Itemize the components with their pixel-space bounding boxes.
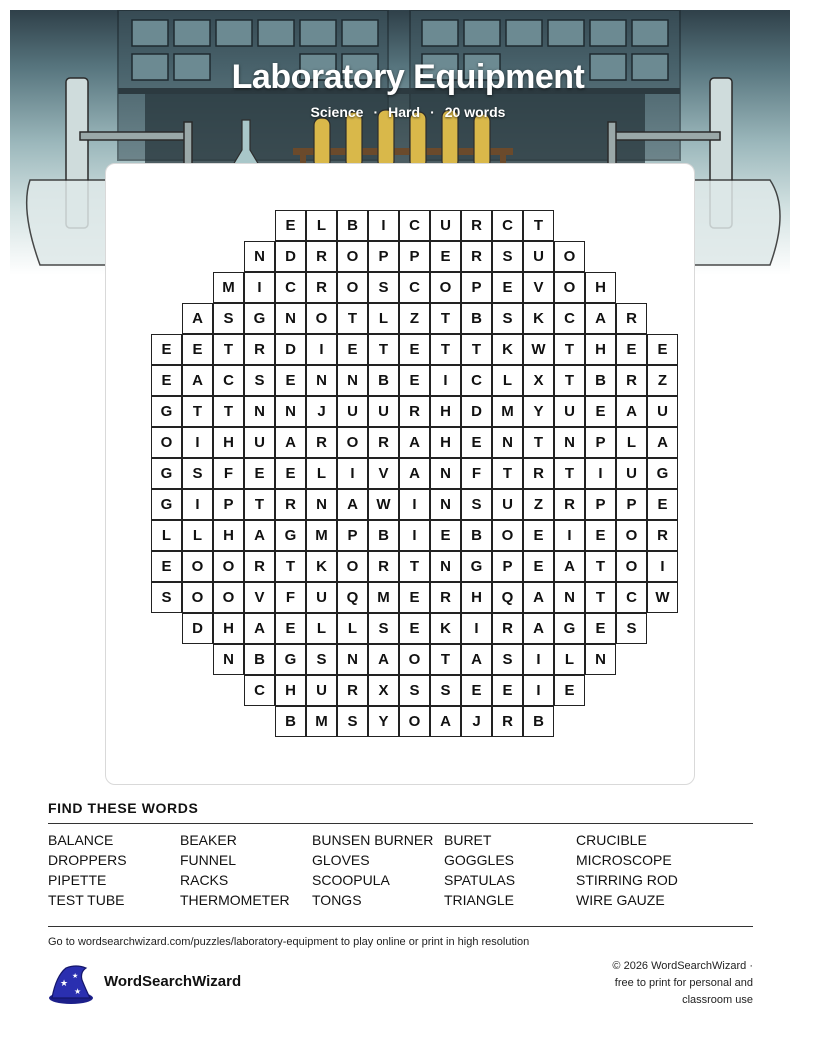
grid-cell: W xyxy=(523,334,554,365)
grid-cell: U xyxy=(306,582,337,613)
grid-cell: M xyxy=(306,706,337,737)
grid-cell: E xyxy=(430,520,461,551)
grid-cell: Y xyxy=(523,396,554,427)
grid-cell: T xyxy=(399,551,430,582)
word-list-item: WIRE GAUZE xyxy=(576,892,665,908)
grid-cell: B xyxy=(585,365,616,396)
grid-cell: K xyxy=(492,334,523,365)
grid-cell: F xyxy=(275,582,306,613)
grid-cell: S xyxy=(182,458,213,489)
grid-cell: U xyxy=(616,458,647,489)
grid-cell: C xyxy=(244,675,275,706)
grid-cell: N xyxy=(337,365,368,396)
word-list-item: SCOOPULA xyxy=(312,872,390,888)
grid-cell: E xyxy=(554,675,585,706)
grid-cell: M xyxy=(492,396,523,427)
grid-cell: V xyxy=(368,458,399,489)
grid-cell: L xyxy=(337,613,368,644)
grid-cell: H xyxy=(585,334,616,365)
meta-separator: · xyxy=(430,104,435,120)
grid-cell: E xyxy=(337,334,368,365)
grid-cell: I xyxy=(368,210,399,241)
grid-cell: T xyxy=(368,334,399,365)
grid-cell: S xyxy=(616,613,647,644)
grid-cell: T xyxy=(337,303,368,334)
grid-cell: N xyxy=(244,396,275,427)
word-list-item: PIPETTE xyxy=(48,872,107,888)
svg-text:★: ★ xyxy=(74,987,82,996)
grid-cell: E xyxy=(399,334,430,365)
grid-cell: J xyxy=(461,706,492,737)
grid-cell: T xyxy=(275,551,306,582)
word-list-item: BURET xyxy=(444,832,492,848)
grid-cell: U xyxy=(430,210,461,241)
grid-cell: R xyxy=(430,582,461,613)
word-list-item: BUNSEN BURNER xyxy=(312,832,434,848)
grid-cell: N xyxy=(430,489,461,520)
grid-cell: P xyxy=(399,241,430,272)
grid-cell: C xyxy=(275,272,306,303)
grid-cell: R xyxy=(337,675,368,706)
grid-cell: T xyxy=(523,427,554,458)
word-list-item: CRUCIBLE xyxy=(576,832,647,848)
grid-cell: S xyxy=(492,241,523,272)
grid-cell: E xyxy=(275,365,306,396)
grid-cell: K xyxy=(430,613,461,644)
grid-cell: V xyxy=(523,272,554,303)
grid-cell: W xyxy=(368,489,399,520)
word-list-item: THERMOMETER xyxy=(180,892,290,908)
grid-cell: D xyxy=(275,334,306,365)
grid-cell: R xyxy=(306,427,337,458)
grid-cell: N xyxy=(275,396,306,427)
grid-cell: A xyxy=(616,396,647,427)
grid-cell: K xyxy=(306,551,337,582)
puzzle-meta xyxy=(0,104,816,120)
word-list-item: BALANCE xyxy=(48,832,114,848)
grid-cell: L xyxy=(151,520,182,551)
grid-cell: T xyxy=(430,644,461,675)
category-label: Science xyxy=(310,104,364,120)
grid-cell: E xyxy=(492,675,523,706)
grid-cell: A xyxy=(523,582,554,613)
grid-cell: L xyxy=(306,210,337,241)
grid-cell: R xyxy=(306,272,337,303)
grid-cell: C xyxy=(492,210,523,241)
grid-cell: G xyxy=(554,613,585,644)
grid-cell: U xyxy=(244,427,275,458)
grid-cell: I xyxy=(399,489,430,520)
svg-text:★: ★ xyxy=(72,972,79,980)
grid-cell: G xyxy=(647,458,678,489)
grid-cell: I xyxy=(306,334,337,365)
grid-cell: I xyxy=(461,613,492,644)
grid-cell: R xyxy=(399,396,430,427)
meta-separator: · xyxy=(373,104,379,120)
grid-cell: R xyxy=(492,613,523,644)
grid-cell: T xyxy=(182,396,213,427)
word-list-item: RACKS xyxy=(180,872,229,888)
grid-cell: N xyxy=(306,365,337,396)
grid-cell: Z xyxy=(647,365,678,396)
grid-cell: X xyxy=(368,675,399,706)
svg-text:★: ★ xyxy=(60,979,69,989)
divider xyxy=(48,823,753,824)
grid-cell: Z xyxy=(399,303,430,334)
grid-cell: B xyxy=(244,644,275,675)
grid-cell: T xyxy=(492,458,523,489)
word-list-item: TEST TUBE xyxy=(48,892,125,908)
grid-cell: K xyxy=(523,303,554,334)
grid-cell: U xyxy=(337,396,368,427)
grid-cell: B xyxy=(337,210,368,241)
grid-cell: L xyxy=(554,644,585,675)
grid-cell: H xyxy=(275,675,306,706)
grid-cell: A xyxy=(585,303,616,334)
word-list-item: TRIANGLE xyxy=(444,892,515,908)
grid-cell: P xyxy=(337,520,368,551)
grid-cell: T xyxy=(430,303,461,334)
grid-cell: N xyxy=(492,427,523,458)
word-list-item: FUNNEL xyxy=(180,852,237,868)
grid-cell: I xyxy=(399,520,430,551)
grid-cell: O xyxy=(182,582,213,613)
grid-cell: S xyxy=(492,303,523,334)
grid-cell: N xyxy=(244,241,275,272)
grid-cell: A xyxy=(647,427,678,458)
grid-cell: H xyxy=(461,582,492,613)
grid-cell: A xyxy=(244,520,275,551)
grid-cell: U xyxy=(306,675,337,706)
grid-cell: R xyxy=(523,458,554,489)
grid-cell: B xyxy=(275,706,306,737)
grid-cell: N xyxy=(337,644,368,675)
grid-cell: N xyxy=(306,489,337,520)
grid-cell: H xyxy=(213,520,244,551)
grid-cell: C xyxy=(461,365,492,396)
grid-cell: D xyxy=(461,396,492,427)
grid-cell: Q xyxy=(492,582,523,613)
grid-cell: N xyxy=(554,427,585,458)
grid-cell: O xyxy=(337,241,368,272)
grid-cell: S xyxy=(151,582,182,613)
grid-cell: R xyxy=(616,365,647,396)
grid-cell: C xyxy=(399,210,430,241)
wizard-hat-icon xyxy=(46,962,94,1006)
grid-cell: T xyxy=(461,334,492,365)
grid-cell: E xyxy=(275,458,306,489)
grid-cell: Y xyxy=(368,706,399,737)
grid-cell: A xyxy=(399,458,430,489)
grid-cell: W xyxy=(647,582,678,613)
grid-cell: L xyxy=(306,458,337,489)
grid-cell: R xyxy=(275,489,306,520)
grid-cell: E xyxy=(492,272,523,303)
grid-cell: R xyxy=(244,551,275,582)
grid-cell: I xyxy=(647,551,678,582)
grid-cell: G xyxy=(151,489,182,520)
grid-cell: U xyxy=(523,241,554,272)
grid-cell: G xyxy=(461,551,492,582)
grid-cell: S xyxy=(492,644,523,675)
grid-cell: J xyxy=(306,396,337,427)
grid-cell: F xyxy=(461,458,492,489)
grid-cell: A xyxy=(523,613,554,644)
grid-cell: E xyxy=(244,458,275,489)
grid-cell: N xyxy=(430,551,461,582)
copyright-line: © 2026 WordSearchWizard · xyxy=(612,960,753,972)
grid-cell: A xyxy=(182,365,213,396)
grid-cell: E xyxy=(585,396,616,427)
grid-cell: M xyxy=(368,582,399,613)
grid-cell: O xyxy=(213,582,244,613)
grid-cell: S xyxy=(461,489,492,520)
page-title: Laboratory Equipment xyxy=(231,58,585,96)
grid-cell: E xyxy=(151,334,182,365)
grid-cell: P xyxy=(461,272,492,303)
grid-cell: M xyxy=(306,520,337,551)
grid-cell: G xyxy=(244,303,275,334)
grid-cell: I xyxy=(337,458,368,489)
word-list-item: GOGGLES xyxy=(444,852,515,868)
grid-cell: U xyxy=(368,396,399,427)
word-count-label: 20 words xyxy=(444,104,506,120)
grid-cell: E xyxy=(461,427,492,458)
grid-cell: P xyxy=(213,489,244,520)
grid-cell: E xyxy=(399,613,430,644)
grid-cell: M xyxy=(213,272,244,303)
grid-cell: U xyxy=(647,396,678,427)
grid-cell: C xyxy=(213,365,244,396)
grid-cell: O xyxy=(337,272,368,303)
grid-cell: H xyxy=(213,427,244,458)
grid-cell: L xyxy=(492,365,523,396)
grid-cell: P xyxy=(585,427,616,458)
grid-cell: Z xyxy=(523,489,554,520)
grid-cell: I xyxy=(585,458,616,489)
grid-cell: E xyxy=(647,334,678,365)
grid-cell: E xyxy=(523,551,554,582)
grid-cell: S xyxy=(337,706,368,737)
word-list-item: GLOVES xyxy=(312,852,370,868)
grid-cell: H xyxy=(585,272,616,303)
grid-cell: E xyxy=(647,489,678,520)
grid-cell: N xyxy=(213,644,244,675)
grid-cell: T xyxy=(523,210,554,241)
grid-cell: O xyxy=(337,551,368,582)
word-list-heading: FIND THESE WORDS xyxy=(48,800,199,816)
grid-cell: T xyxy=(554,458,585,489)
grid-cell: N xyxy=(275,303,306,334)
grid-cell: S xyxy=(368,272,399,303)
grid-cell: U xyxy=(492,489,523,520)
grid-cell: E xyxy=(461,675,492,706)
grid-cell: D xyxy=(182,613,213,644)
grid-cell: P xyxy=(616,489,647,520)
grid-cell: R xyxy=(306,241,337,272)
grid-cell: S xyxy=(368,613,399,644)
grid-cell: N xyxy=(430,458,461,489)
grid-cell: S xyxy=(244,365,275,396)
grid-cell: R xyxy=(368,551,399,582)
grid-cell: B xyxy=(461,520,492,551)
grid-cell: A xyxy=(554,551,585,582)
grid-cell: R xyxy=(616,303,647,334)
grid-cell: A xyxy=(182,303,213,334)
copyright-line: free to print for personal and xyxy=(614,977,753,989)
word-list-item: DROPPERS xyxy=(48,852,127,868)
grid-cell: E xyxy=(151,551,182,582)
word-list-item: SPATULAS xyxy=(444,872,516,888)
grid-cell: E xyxy=(151,365,182,396)
grid-cell: A xyxy=(430,706,461,737)
grid-cell: O xyxy=(554,272,585,303)
grid-cell: A xyxy=(399,427,430,458)
grid-cell: T xyxy=(244,489,275,520)
grid-cell: Q xyxy=(337,582,368,613)
grid-cell: O xyxy=(306,303,337,334)
grid-cell: O xyxy=(337,427,368,458)
word-list xyxy=(48,832,753,912)
grid-cell: E xyxy=(523,520,554,551)
grid-cell: S xyxy=(399,675,430,706)
grid-cell: O xyxy=(151,427,182,458)
grid-cell: I xyxy=(430,365,461,396)
grid-cell: S xyxy=(213,303,244,334)
grid-cell: R xyxy=(554,489,585,520)
grid-cell: A xyxy=(368,644,399,675)
difficulty-label: Hard xyxy=(388,104,421,120)
grid-cell: G xyxy=(275,520,306,551)
grid-cell: T xyxy=(554,365,585,396)
grid-cell: I xyxy=(554,520,585,551)
grid-cell: R xyxy=(244,334,275,365)
grid-cell: L xyxy=(616,427,647,458)
grid-cell: B xyxy=(368,520,399,551)
grid-cell: F xyxy=(213,458,244,489)
grid-cell: E xyxy=(585,613,616,644)
grid-cell: T xyxy=(213,396,244,427)
grid-cell: H xyxy=(430,396,461,427)
grid-cell: H xyxy=(213,613,244,644)
grid-cell: O xyxy=(492,520,523,551)
grid-cell: P xyxy=(585,489,616,520)
grid-cell: G xyxy=(151,458,182,489)
grid-cell: B xyxy=(368,365,399,396)
grid-cell: G xyxy=(275,644,306,675)
grid-cell: N xyxy=(585,644,616,675)
grid-cell: O xyxy=(554,241,585,272)
grid-cell: O xyxy=(616,551,647,582)
grid-cell: O xyxy=(182,551,213,582)
grid-cell: R xyxy=(492,706,523,737)
grid-cell: T xyxy=(554,334,585,365)
grid-cell: E xyxy=(182,334,213,365)
play-online-note: Go to wordsearchwizard.com/puzzles/laboratory-equipment to play online or print in high resolution xyxy=(48,936,530,948)
grid-cell: C xyxy=(616,582,647,613)
grid-cell: O xyxy=(430,272,461,303)
grid-cell: O xyxy=(399,706,430,737)
grid-cell: I xyxy=(523,644,554,675)
grid-cell: L xyxy=(182,520,213,551)
grid-cell: R xyxy=(461,241,492,272)
grid-cell: I xyxy=(182,427,213,458)
grid-cell: L xyxy=(306,613,337,644)
grid-cell: S xyxy=(430,675,461,706)
divider xyxy=(48,926,753,927)
grid-cell: O xyxy=(213,551,244,582)
word-list-item: BEAKER xyxy=(180,832,237,848)
grid-cell: I xyxy=(182,489,213,520)
grid-cell: H xyxy=(430,427,461,458)
grid-cell: I xyxy=(244,272,275,303)
grid-cell: A xyxy=(244,613,275,644)
grid-cell: R xyxy=(368,427,399,458)
grid-cell: E xyxy=(399,582,430,613)
word-list-item: STIRRING ROD xyxy=(576,872,678,888)
word-list-item: MICROSCOPE xyxy=(576,852,672,868)
grid-cell: N xyxy=(554,582,585,613)
grid-cell: B xyxy=(523,706,554,737)
grid-cell: T xyxy=(213,334,244,365)
grid-cell: C xyxy=(399,272,430,303)
grid-cell: P xyxy=(492,551,523,582)
grid-cell: T xyxy=(585,582,616,613)
puzzle-card xyxy=(105,163,695,785)
grid-cell: O xyxy=(616,520,647,551)
copyright-notice xyxy=(583,958,753,1009)
grid-cell: E xyxy=(430,241,461,272)
grid-cell: X xyxy=(523,365,554,396)
word-list-item: TONGS xyxy=(312,892,362,908)
grid-cell: I xyxy=(523,675,554,706)
grid-cell: V xyxy=(244,582,275,613)
copyright-line: classroom use xyxy=(682,994,753,1006)
grid-cell: U xyxy=(554,396,585,427)
grid-cell: A xyxy=(461,644,492,675)
grid-cell: T xyxy=(430,334,461,365)
grid-cell: S xyxy=(306,644,337,675)
grid-cell: A xyxy=(337,489,368,520)
grid-cell: E xyxy=(616,334,647,365)
grid-cell: T xyxy=(585,551,616,582)
brand-name: WordSearchWizard xyxy=(104,973,242,990)
grid-cell: D xyxy=(275,241,306,272)
grid-cell: E xyxy=(585,520,616,551)
grid-cell: R xyxy=(647,520,678,551)
grid-cell: E xyxy=(275,210,306,241)
grid-cell: E xyxy=(399,365,430,396)
grid-cell: P xyxy=(368,241,399,272)
grid-cell: C xyxy=(554,303,585,334)
grid-cell: O xyxy=(399,644,430,675)
grid-cell: E xyxy=(275,613,306,644)
grid-cell: A xyxy=(275,427,306,458)
grid-cell: L xyxy=(368,303,399,334)
grid-cell: G xyxy=(151,396,182,427)
grid-cell: R xyxy=(461,210,492,241)
grid-cell: B xyxy=(461,303,492,334)
